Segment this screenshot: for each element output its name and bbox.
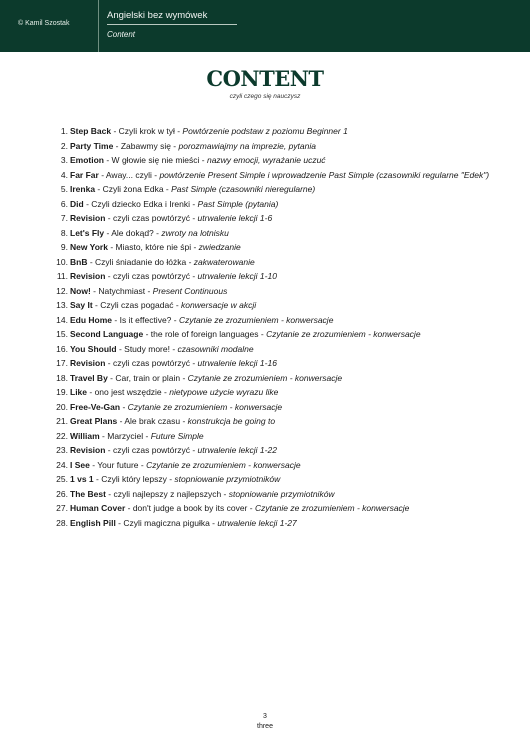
toc-item-number: 10. <box>56 256 68 267</box>
toc-item-topic: porozmawiajmy na imprezie, pytania <box>178 140 316 151</box>
toc-item-number: 13. <box>56 300 68 310</box>
table-of-contents <box>50 124 495 530</box>
toc-item-title: Let's Fly <box>70 227 105 238</box>
toc-item-title: Edu Home <box>70 314 113 325</box>
toc-item-number: 6. <box>60 198 68 209</box>
title-underline <box>107 24 237 25</box>
toc-item-number: 20. <box>56 401 68 412</box>
toc-item-number: 9. <box>60 242 68 252</box>
toc-item-topic: Czytanie ze zrozumieniem - konwersacje <box>146 459 301 470</box>
toc-item-description: - Away... czyli - <box>98 169 160 180</box>
toc-item-description: - czyli czas powtórzyć - <box>105 358 198 368</box>
copyright-text: © Kamil Szostak <box>18 20 70 27</box>
toc-item-topic: Czytanie ze zrozumieniem - konwersacje <box>187 372 343 383</box>
toc-item-title: New York <box>70 242 108 252</box>
toc-item <box>50 124 495 139</box>
toc-item-number: 1. <box>60 126 68 136</box>
toc-item-topic: stopniowanie przymiotników <box>174 474 281 484</box>
toc-item-description: - Miasto, które nie śpi - <box>107 242 199 252</box>
toc-item-title: Revision <box>70 213 106 223</box>
toc-item-topic: zakwaterowanie <box>193 256 255 267</box>
toc-item-number: 5. <box>60 184 68 194</box>
toc-item <box>50 487 495 502</box>
header-divider <box>98 0 99 52</box>
toc-item-title: You Should <box>70 343 117 354</box>
toc-item-number: 22. <box>56 430 68 441</box>
toc-item <box>50 356 495 371</box>
toc-item <box>50 269 495 284</box>
toc-item <box>50 182 495 197</box>
section-name: Content <box>107 30 136 39</box>
toc-item-number: 18. <box>56 372 68 383</box>
toc-item <box>50 313 495 328</box>
toc-item-topic: konwersacje w akcji <box>181 300 257 310</box>
toc-item-description: - Czyli magiczna pigułka - <box>115 517 218 528</box>
toc-item-title: Revision <box>70 358 106 368</box>
toc-item-topic: Future Simple <box>150 430 204 441</box>
toc-item-topic: Czytanie ze zrozumieniem - konwersacje <box>178 314 334 325</box>
toc-item-title: Free-Ve-Gan <box>70 401 121 412</box>
toc-item <box>50 327 495 342</box>
toc-item-number: 25. <box>56 474 68 484</box>
toc-item-number: 7. <box>60 213 68 223</box>
page-header <box>0 0 530 52</box>
toc-item-topic: Past Simple (czasowniki nieregularne) <box>171 184 316 194</box>
toc-item-number: 14. <box>56 314 68 325</box>
toc-item-description: - Czyli krok w tył - <box>111 126 183 136</box>
toc-item-title: Say It <box>70 300 93 310</box>
toc-item-number: 16. <box>56 343 68 354</box>
toc-item-title: The Best <box>70 488 106 499</box>
toc-item-topic: nazwy emocji, wyrażanie uczuć <box>206 155 326 165</box>
toc-item-topic: zwroty na lotnisku <box>161 227 229 238</box>
toc-item <box>50 414 495 429</box>
toc-item <box>50 255 495 270</box>
toc-item-number: 2. <box>60 140 68 151</box>
toc-item-number: 23. <box>56 445 68 455</box>
toc-item-description: - Ale dokąd? - <box>104 227 162 238</box>
page-number: 3 <box>263 713 267 720</box>
toc-item <box>50 168 495 183</box>
toc-item-number: 19. <box>56 387 68 397</box>
toc-item <box>50 385 495 400</box>
toc-item <box>50 211 495 226</box>
toc-item <box>50 443 495 458</box>
toc-item-number: 15. <box>56 329 68 339</box>
toc-item-topic: utrwalenie lekcji 1-6 <box>197 213 273 223</box>
toc-item-topic: czasowniki modalne <box>177 343 254 354</box>
toc-item-number: 24. <box>56 459 68 470</box>
toc-item <box>50 400 495 415</box>
toc-item-title: 1 vs 1 <box>70 474 94 484</box>
toc-item-description: - Czyli śniadanie do łóżka - <box>87 256 194 267</box>
toc-item-topic: powtórzenie Present Simple i wprowadzenie Past Simple (czasowniki regularne "Edek") <box>159 169 490 180</box>
toc-item-title: Far Far <box>70 169 99 180</box>
toc-item-description: - W głowie się nie mieści - <box>104 155 207 165</box>
toc-item-description: - don't judge a book by its cover - <box>125 503 255 513</box>
toc-item-description: - Natychmiast - <box>90 285 153 296</box>
toc-item-number: 21. <box>56 416 68 426</box>
toc-item <box>50 153 495 168</box>
toc-item-number: 11. <box>56 271 68 281</box>
toc-item-topic: utrwalenie lekcji 1-22 <box>197 445 277 455</box>
toc-item-description: - czyli czas powtórzyć - <box>105 213 198 223</box>
toc-item <box>50 298 495 313</box>
toc-item-description: - Is it effective? - <box>112 314 179 325</box>
toc-item-topic: konstrukcja be going to <box>187 416 276 426</box>
toc-item-topic: utrwalenie lekcji 1-27 <box>217 517 297 528</box>
toc-item-description: - Car, train or plain - <box>107 372 188 383</box>
toc-item-number: 26. <box>56 488 68 499</box>
toc-item-title: Emotion <box>70 155 104 165</box>
toc-item <box>50 226 495 241</box>
toc-item-title: Irenka <box>70 184 96 194</box>
toc-item-description: - Zabawmy się - <box>113 140 179 151</box>
page-subtitle: czyli czego się nauczysz <box>229 93 301 100</box>
toc-item-topic: utrwalenie lekcji 1-16 <box>197 358 277 368</box>
toc-item <box>50 516 495 531</box>
toc-item-title: Second Language <box>70 329 144 339</box>
toc-item-topic: Czytanie ze zrozumieniem - konwersacje <box>266 329 421 339</box>
toc-item-description: - Ale brak czasu - <box>117 416 188 426</box>
toc-item-number: 27. <box>56 503 68 513</box>
toc-item-description: - czyli czas powtórzyć - <box>105 271 198 281</box>
toc-item-description: - <box>120 401 128 412</box>
toc-item-title: Did <box>70 198 84 209</box>
toc-item-title: Like <box>70 387 88 397</box>
toc-item <box>50 501 495 516</box>
toc-item-title: Revision <box>70 271 106 281</box>
toc-item-topic: Present Continuous <box>152 285 228 296</box>
toc-item-title: English Pill <box>70 517 116 528</box>
toc-item-description: - czyli czas powtórzyć - <box>105 445 198 455</box>
toc-item-topic: Czytanie ze zrozumieniem - konwersacje <box>127 401 283 412</box>
toc-item-title: Revision <box>70 445 106 455</box>
toc-item-description: - Czyli żona Edka - <box>95 184 172 194</box>
toc-item-topic: zwiedzanie <box>198 242 241 252</box>
toc-item-number: 4. <box>60 169 68 180</box>
toc-item-number: 3. <box>60 155 68 165</box>
toc-item <box>50 284 495 299</box>
page-title: CONTENT <box>206 66 324 91</box>
toc-item <box>50 240 495 255</box>
toc-item-title: Travel By <box>70 372 108 383</box>
toc-item-topic: stopniowanie przymiotników <box>228 488 335 499</box>
toc-item-title: William <box>70 430 100 441</box>
toc-item-number: 28. <box>56 517 68 528</box>
toc-item-topic: utrwalenie lekcji 1-10 <box>197 271 277 281</box>
toc-item-topic: Past Simple (pytania) <box>197 198 279 209</box>
toc-item-number: 17. <box>56 358 68 368</box>
toc-item-number: 8. <box>60 227 68 238</box>
toc-item <box>50 139 495 154</box>
toc-item-topic: Czytanie ze zrozumieniem - konwersacje <box>254 503 410 513</box>
toc-item-title: BnB <box>70 256 88 267</box>
toc-item-title: I See <box>70 459 90 470</box>
toc-item <box>50 472 495 487</box>
toc-item-description: - Czyli czas pogadać - <box>92 300 182 310</box>
page-number-word: three <box>257 723 273 730</box>
toc-item-description: - Study more! - <box>116 343 178 354</box>
toc-item-title: Step Back <box>70 126 112 136</box>
toc-item-description: - czyli najlepszy z najlepszych - <box>105 488 229 499</box>
toc-item-title: Party Time <box>70 140 114 151</box>
toc-item-description: - Your future - <box>89 459 147 470</box>
toc-item <box>50 458 495 473</box>
toc-item-description: - ono jest wszędzie - <box>87 387 170 397</box>
toc-item <box>50 197 495 212</box>
toc-item-description: - Czyli który lepszy - <box>93 474 175 484</box>
toc-item-topic: nietypowe użycie wyrazu like <box>169 387 279 397</box>
toc-item-title: Great Plans <box>70 416 118 426</box>
toc-item-description: - the role of foreign languages - <box>143 329 267 339</box>
toc-item-title: Human Cover <box>70 503 126 513</box>
toc-item <box>50 371 495 386</box>
toc-item-number: 12. <box>56 285 68 296</box>
toc-item-description: - Marzyciel - <box>99 430 151 441</box>
toc-item-title: Now! <box>70 285 91 296</box>
toc-item <box>50 342 495 357</box>
toc-item-description: - Czyli dziecko Edka i Irenki - <box>83 198 198 209</box>
book-title: Angielski bez wymówek <box>107 10 208 21</box>
toc-item-topic: Powtórzenie podstaw z poziomu Beginner 1 <box>182 126 348 136</box>
toc-item <box>50 429 495 444</box>
